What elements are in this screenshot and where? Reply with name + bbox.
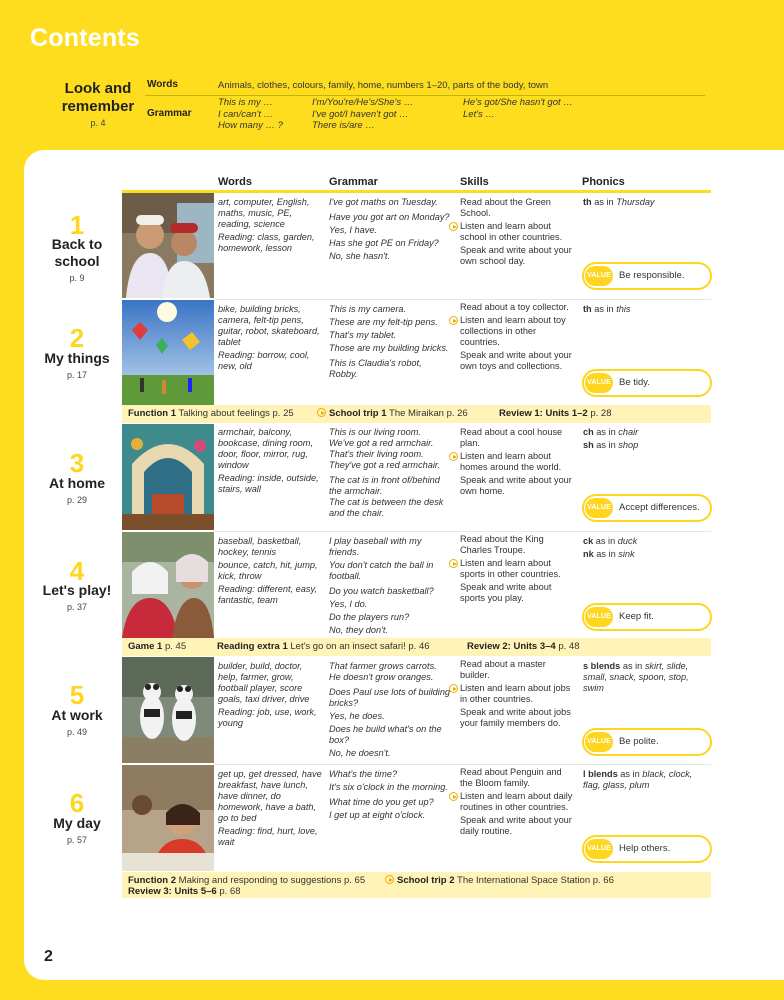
unit-5-page: p. 49 (66, 727, 88, 737)
unit-4-words (218, 536, 322, 608)
value-text: Be responsible. (619, 270, 685, 281)
unit-4-grammar (329, 536, 451, 638)
unit-5-skill-listen (460, 683, 576, 705)
unit-1-skill-listen-text: Listen and learn about school in other countries. (460, 221, 563, 242)
play-audio-icon[interactable] (449, 222, 458, 231)
unit-4-skills (460, 534, 576, 606)
unit-6-words-main: get up, get dressed, have breakfast, have lunch, have dinner, do homework, have a bath, go to bed (218, 769, 322, 823)
lr-page: p. 4 (90, 118, 106, 128)
value-badge: VALUE (585, 266, 613, 286)
unit-6-value (582, 835, 712, 863)
value-badge: VALUE (585, 373, 613, 393)
phonics-sound: th (583, 197, 592, 207)
unit-6-title[interactable]: My day (53, 815, 101, 831)
unit-4-words-main: baseball, basketball, hockey, tennis (218, 536, 302, 557)
function-2-text: Making and responding to suggestions p. 65 (178, 875, 366, 886)
lr-g1-line: I can/can't … (218, 108, 274, 120)
lr-g3-line: Let's … (463, 108, 495, 120)
phonics-as: as in (594, 197, 614, 207)
unit-1-words (218, 197, 322, 256)
unit-6-skill-listen-text: Listen and learn about daily routines in other countries. (460, 791, 573, 812)
unit-6-words-reading: Reading: find, hurt, love, wait (218, 826, 318, 847)
value-badge: VALUE (585, 839, 613, 859)
function-1-text: Talking about feelings p. 25 (178, 408, 294, 419)
unit-1-phonics (583, 197, 709, 210)
review-2-link[interactable] (467, 641, 580, 652)
unit-4-number: 4 (69, 556, 85, 586)
look-and-remember-heading (44, 80, 152, 116)
unit-4-title[interactable]: Let's play! (42, 582, 112, 598)
review-1-text: p. 28 (590, 408, 612, 419)
phonics-word: chair (618, 427, 639, 437)
extras-band-3 (122, 872, 711, 898)
school-trip-1-text: The Miraikan p. 26 (389, 408, 468, 419)
unit-6-words (218, 769, 322, 850)
unit-5-grammar (329, 661, 451, 761)
unit-2-value (582, 369, 712, 397)
unit-4-words-reading: Reading: different, easy, fantastic, team (218, 584, 317, 605)
unit-3-skill-listen (460, 451, 576, 473)
phonics-sound: nk (583, 549, 594, 559)
game-1-text: p. 45 (164, 641, 187, 652)
unit-3-number: 3 (69, 448, 85, 478)
unit-3-skill-speak: Speak and write about your own home. (460, 475, 572, 496)
lr-words-text: Animals, clothes, colours, family, home, numbers 1–20, parts of the body, town (218, 80, 549, 91)
lr-g2-line: I'm/You're/He's/She's … (312, 97, 414, 108)
unit-2-grammar (329, 304, 451, 382)
unit-5-words (218, 661, 322, 731)
phonics-sound: ch (583, 427, 594, 437)
unit-2-grammar-line: That's my tablet. (329, 330, 397, 340)
unit-3-skill-listen-text: Listen and learn about homes around the world. (460, 451, 562, 472)
phonics-word: skirt, slide, small, snack, spoon, stop, swim (583, 661, 689, 693)
review-1-label: Review 1: Units 1–2 (499, 408, 588, 419)
unit-5-grammar-line: Does he build what's on the box? (329, 724, 442, 745)
phonics-sound: l blends (583, 769, 618, 779)
unit-5-value (582, 728, 712, 756)
school-trip-2-text: The International Space Station p. 66 (457, 875, 614, 886)
unit-3-grammar-line: This is our living room. (329, 427, 421, 437)
unit-4-grammar-line: Yes, I do. (329, 599, 368, 609)
unit-3-grammar (329, 427, 453, 521)
unit-5-phonics (583, 661, 709, 696)
unit-3-title[interactable]: At home (49, 475, 105, 491)
unit-1-skill-read: Read about the Green School. (460, 197, 551, 218)
unit-1-title[interactable] (24, 236, 130, 270)
school-trip-1-link[interactable] (317, 408, 468, 419)
review-2-text: p. 48 (558, 641, 580, 652)
unit-4-skill-listen-text: Listen and learn about sports in other countries. (460, 558, 561, 579)
unit-4-grammar-line: I play baseball with my friends. (329, 536, 422, 557)
unit-6-grammar-line: It's six o'clock in the morning. (329, 782, 448, 792)
function-1-label: Function 1 (128, 408, 177, 419)
unit-4-value (582, 603, 712, 631)
extras-band-1 (122, 405, 711, 423)
unit-2-grammar-line: This is Claudia's robot, Robby. (329, 358, 422, 379)
unit-3-page: p. 29 (66, 495, 88, 505)
unit-6-grammar-line: I get up at eight o'clock. (329, 810, 426, 820)
unit-1-grammar (329, 197, 451, 264)
unit-5-number: 5 (69, 680, 85, 710)
play-audio-icon[interactable] (449, 559, 458, 568)
unit-6-phonics (583, 769, 709, 793)
unit-1-grammar-line: No, she hasn't. (329, 251, 390, 261)
unit-2-skills (460, 302, 576, 374)
unit-1-phonics-item (583, 197, 709, 208)
unit-3-phonics-item (583, 427, 709, 438)
unit-3-value (582, 494, 712, 522)
phonics-as: as in (596, 427, 616, 437)
phonics-word: Thursday (616, 197, 655, 207)
unit-2-page: p. 17 (66, 370, 88, 380)
col-header-grammar: Grammar (329, 176, 378, 188)
lr-g3-line: He's got/She hasn't got … (463, 97, 573, 108)
unit-4-skill-speak: Speak and write about sports you play. (460, 582, 552, 603)
row-divider (215, 299, 711, 300)
row-divider (215, 764, 711, 765)
unit-4-grammar-line: No, they don't. (329, 625, 388, 635)
unit-2-number: 2 (69, 323, 85, 353)
unit-3-grammar-line: They've got a red armchair. (329, 460, 441, 470)
unit-6-grammar (329, 769, 451, 823)
phonics-sound: th (583, 304, 592, 314)
unit-1-page: p. 9 (69, 273, 85, 283)
unit-6-skills (460, 767, 576, 839)
unit-3-words-reading: Reading: inside, outside, stairs, wall (218, 473, 319, 494)
lr-words-label: Words (147, 79, 178, 90)
unit-4-phonics-item (583, 536, 709, 547)
unit-3-grammar-line: That's their living room. (329, 449, 424, 459)
unit-5-skill-listen-text: Listen and learn about jobs in other countries. (460, 683, 571, 704)
unit-1-skill-listen (460, 221, 576, 243)
lr-grammar-col2 (312, 97, 413, 132)
function-1-link[interactable] (128, 408, 294, 419)
lr-heading-line2: remember (61, 98, 135, 115)
lr-grammar-col1 (218, 97, 283, 132)
unit-4-skill-read: Read about the King Charles Troupe. (460, 534, 544, 555)
unit-2-phonics-item (583, 304, 709, 315)
unit-5-photo (122, 657, 214, 763)
phonics-word: black, clock, flag, glass, plum (583, 769, 693, 790)
review-2-label: Review 2: Units 3–4 (467, 641, 556, 652)
unit-3-phonics (583, 427, 709, 453)
value-text: Be tidy. (619, 377, 650, 388)
lr-separator (145, 95, 705, 96)
review-3-text: p. 68 (219, 886, 241, 897)
value-badge: VALUE (585, 607, 613, 627)
function-2-link[interactable] (128, 875, 365, 886)
unit-1-grammar-line: Yes, I have. (329, 225, 378, 235)
phonics-as: as in (595, 536, 616, 546)
unit-5-grammar-line: Does Paul use lots of building bricks? (329, 687, 451, 708)
school-trip-2-label: School trip 2 (397, 875, 455, 886)
play-audio-icon[interactable] (449, 684, 458, 693)
unit-2-words-reading: Reading: borrow, cool, new, old (218, 350, 310, 371)
play-video-icon[interactable] (385, 875, 394, 884)
phonics-as: as in (594, 304, 614, 314)
value-text: Help others. (619, 843, 671, 854)
col-header-words: Words (218, 176, 253, 188)
unit-4-skill-listen (460, 558, 576, 580)
unit-1-grammar-line: Has she got PE on Friday? (329, 238, 439, 248)
unit-2-photo (122, 300, 214, 405)
function-2-label: Function 2 (128, 875, 177, 886)
unit-1-words-main: art, computer, English, maths, music, PE, reading, science (218, 197, 310, 229)
lr-grammar-label: Grammar (147, 108, 192, 119)
unit-3-grammar-line: We've got a red armchair. (329, 438, 434, 448)
unit-5-words-main: builder, build, doctor, help, farmer, grow, football player, score goals, taxi driver, drive (218, 661, 310, 704)
unit-6-skill-read: Read about Penguin and the Bloom family. (460, 767, 562, 788)
unit-5-grammar-line: No, he doesn't. (329, 748, 391, 758)
unit-1-value (582, 262, 712, 290)
unit-6-photo (122, 765, 214, 871)
phonics-sound: sh (583, 440, 594, 450)
unit-1-skill-speak: Speak and write about your own school day. (460, 245, 572, 266)
unit-3-skills (460, 427, 576, 499)
unit-4-grammar-line: Do the players run? (329, 612, 410, 622)
lr-grammar-col3 (463, 97, 573, 120)
unit-4-phonics-item (583, 549, 709, 560)
phonics-word: sink (618, 549, 635, 559)
phonics-as: as in (622, 661, 643, 671)
value-badge: VALUE (585, 498, 613, 518)
unit-3-words-main: armchair, balcony, bookcase, dining room, door, floor, mirror, rug, window (218, 427, 313, 470)
unit-2-grammar-line: This is my camera. (329, 304, 407, 314)
unit-4-grammar-line: Do you watch basketball? (329, 586, 434, 596)
unit-1-grammar-line: Have you got art on Monday? (329, 212, 450, 222)
phonics-sound: ck (583, 536, 594, 546)
unit-3-grammar-line: The cat is between the desk and the chair. (329, 497, 444, 518)
lr-g1-line: This is my … (218, 97, 273, 108)
unit-5-phonics-item (583, 661, 709, 694)
unit-6-page: p. 57 (66, 835, 88, 845)
unit-4-page: p. 37 (66, 602, 88, 612)
play-audio-icon[interactable] (449, 316, 458, 325)
unit-6-grammar-line: What time do you get up? (329, 797, 434, 807)
page-number: 2 (44, 948, 53, 965)
lr-g1-line: How many … ? (218, 120, 283, 131)
reading-extra-1-text: Let's go on an insect safari! p. 46 (290, 641, 430, 652)
play-audio-icon[interactable] (449, 452, 458, 461)
unit-5-skill-read: Read about a master builder. (460, 659, 546, 680)
unit-1-words-reading: Reading: class, garden, homework, lesson (218, 232, 315, 253)
school-trip-2-link[interactable] (385, 875, 614, 886)
review-1-link[interactable] (499, 408, 612, 419)
phonics-as: as in (596, 549, 616, 559)
play-audio-icon[interactable] (449, 792, 458, 801)
unit-3-words (218, 427, 322, 497)
unit-5-grammar-line: He doesn't grow oranges. (329, 672, 434, 682)
unit-1-number: 1 (69, 210, 85, 240)
unit-6-grammar-line: What's the time? (329, 769, 398, 779)
unit-4-words-verbs: bounce, catch, hit, jump, kick, throw (218, 560, 318, 581)
school-trip-1-label: School trip 1 (329, 408, 387, 419)
unit-1-title-line1: Back to (51, 236, 103, 252)
value-badge: VALUE (585, 732, 613, 752)
unit-3-skill-read: Read about a cool house plan. (460, 427, 563, 448)
unit-3-photo (122, 424, 214, 530)
game-1-link[interactable] (128, 641, 186, 652)
unit-2-skill-listen-text: Listen and learn about toy collections in other countries. (460, 315, 566, 347)
unit-2-skill-listen (460, 315, 576, 348)
unit-5-skills (460, 659, 576, 731)
unit-5-title[interactable]: At work (51, 707, 103, 723)
unit-5-words-reading: Reading: job, use, work, young (218, 707, 317, 728)
unit-1-photo (122, 193, 214, 298)
unit-2-skill-speak: Speak and write about your own toys and collections. (460, 350, 572, 371)
reading-extra-1-link[interactable] (217, 641, 430, 652)
row-divider (215, 531, 711, 532)
unit-2-phonics (583, 304, 709, 317)
phonics-as: as in (596, 440, 616, 450)
value-text: Keep fit. (619, 611, 654, 622)
lr-g2-line: I've got/I haven't got … (312, 108, 409, 120)
reading-extra-1-label: Reading extra 1 (217, 641, 288, 652)
page-title: Contents (30, 24, 140, 52)
unit-4-phonics (583, 536, 709, 562)
unit-2-skill-read: Read about a toy collector. (460, 302, 569, 312)
unit-6-skill-speak: Speak and write about your daily routine. (460, 815, 572, 836)
review-3-label: Review 3: Units 5–6 (128, 886, 217, 897)
unit-5-grammar-line: Yes, he does. (329, 711, 385, 721)
unit-6-number: 6 (69, 788, 85, 818)
lr-g2-line: There is/are … (312, 120, 375, 131)
unit-2-grammar-line: Those are my building bricks. (329, 343, 449, 353)
unit-2-words-main: bike, building bricks, camera, felt-tip pens, guitar, robot, skateboard, tablet (218, 304, 320, 347)
unit-2-grammar-line: These are my felt-tip pens. (329, 317, 438, 327)
phonics-word: duck (617, 536, 638, 546)
unit-6-skill-listen (460, 791, 576, 813)
unit-2-title[interactable]: My things (44, 350, 110, 366)
unit-2-words (218, 304, 322, 374)
unit-5-skill-speak: Speak and write about jobs your family members do. (460, 707, 571, 728)
col-header-phonics: Phonics (582, 176, 625, 188)
extras-band-2 (122, 638, 711, 656)
unit-1-skills (460, 197, 576, 269)
unit-4-grammar-line: You don't catch the ball in football. (329, 560, 434, 581)
unit-3-grammar-line: The cat is in front of/behind the armchair. (329, 475, 440, 496)
phonics-word: shop (618, 440, 639, 450)
phonics-as: as in (620, 769, 640, 779)
phonics-sound: s blends (583, 661, 621, 671)
play-video-icon[interactable] (317, 408, 326, 417)
unit-1-title-line2: school (54, 253, 100, 269)
phonics-word: this (616, 304, 631, 314)
unit-5-grammar-line: That farmer grows carrots. (329, 661, 437, 671)
review-3-link[interactable] (128, 886, 241, 897)
col-header-skills: Skills (460, 176, 489, 188)
unit-3-phonics-item (583, 440, 709, 451)
unit-6-phonics-item (583, 769, 709, 791)
value-text: Accept differences. (619, 502, 700, 513)
game-1-label: Game 1 (128, 641, 163, 652)
value-text: Be polite. (619, 736, 659, 747)
unit-1-grammar-line: I've got maths on Tuesday. (329, 197, 438, 207)
unit-4-photo (122, 532, 214, 638)
lr-heading-line1: Look and (64, 80, 132, 97)
